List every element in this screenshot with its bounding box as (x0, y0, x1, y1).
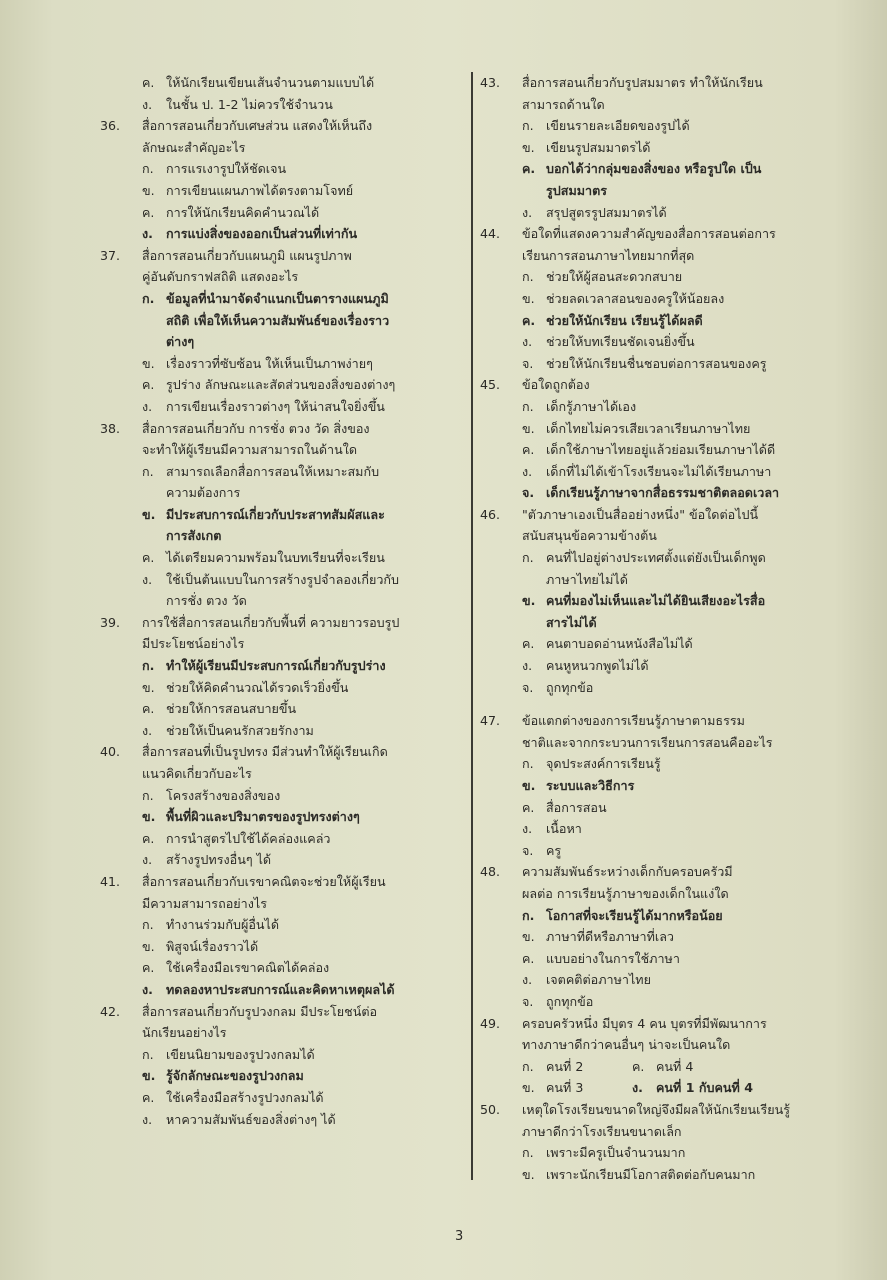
answer-option (100, 979, 460, 1001)
option-text: คนที่ 1 กับคนที่ 4 (656, 1080, 753, 1096)
answer-option (100, 1065, 460, 1087)
answer-option (100, 720, 460, 742)
answer-option (480, 439, 840, 461)
answer-option (632, 1059, 693, 1074)
option-marker: ง. (142, 852, 153, 868)
option-marker: ค. (632, 1058, 645, 1074)
option-text: เด็กเรียนรู้ภาษาจากสื่อธรรมชาติตลอดเวลา (546, 485, 780, 501)
option-marker: ก. (142, 463, 154, 479)
question-text: สื่อการสอนที่เป็นรูปทรง มีส่วนทำให้ผู้เรียนเกิด (142, 744, 388, 760)
option-marker: ค. (522, 799, 535, 815)
option-marker: ค. (142, 75, 155, 90)
answer-option (480, 396, 840, 418)
answer-option (632, 1080, 753, 1095)
option-text: ภาษาที่ดีหรือภาษาที่เลว (546, 929, 674, 945)
answer-option (480, 158, 840, 180)
question-number: 49. (480, 1015, 501, 1031)
question-text: สื่อการสอนเกี่ยวกับรูปสมมาตร ทำให้นักเรียน (522, 75, 763, 90)
option-marker: ข. (522, 1080, 535, 1096)
option-marker: ค. (142, 960, 155, 976)
option-marker: ง. (142, 571, 153, 587)
option-marker: ข. (142, 506, 156, 522)
answer-option (100, 1044, 460, 1066)
question-number: 46. (480, 506, 501, 522)
answer-option (100, 1087, 460, 1109)
option-text: รูปร่าง ลักษณะและสัดส่วนของสิ่งของต่างๆ (166, 377, 396, 393)
answer-option (480, 590, 840, 612)
option-text: สามารถเลือกสื่อการสอนให้เหมาะสมกับ (166, 463, 380, 479)
option-marker: ก. (142, 290, 155, 306)
option-marker: ข. (142, 938, 155, 954)
answer-option (480, 905, 840, 927)
option-text: บอกได้ว่ากลุ่มของสิ่งของ หรือรูปใด เป็น (546, 161, 762, 177)
question-text: ครอบครัวหนึ่ง มีบุตร 4 คน บุตรที่มีพัฒนาการ (522, 1015, 767, 1031)
option-text: คนที่ 3 (546, 1080, 584, 1096)
option-text: เรื่องราวที่ซับซ้อน ให้เห็นเป็นภาพง่ายๆ (166, 355, 373, 371)
option-text: การให้นักเรียนคิดคำนวณได้ (166, 204, 320, 220)
answer-option (100, 202, 460, 224)
spacer (480, 698, 840, 710)
option-marker: ค. (142, 830, 155, 846)
option-text: เจตคติต่อภาษาไทย (546, 972, 651, 988)
answer-option (480, 331, 840, 353)
question-text: สื่อการสอนเกี่ยวกับรูปวงกลม มีประโยชน์ต่อ (142, 1003, 378, 1019)
answer-option (480, 266, 840, 288)
question-number: 45. (480, 377, 501, 393)
option-marker: ค. (522, 442, 535, 458)
answer-option (480, 818, 840, 840)
option-marker: ง. (142, 981, 153, 997)
option-marker: ง. (142, 722, 153, 738)
option-marker: ข. (522, 290, 535, 306)
question-line (480, 861, 840, 883)
option-text: การแรเงารูปให้ชัดเจน (166, 161, 287, 177)
option-marker: ง. (522, 972, 533, 988)
option-text: การนำสูตรไปใช้ได้คล่องแคล่ว (166, 830, 331, 846)
option-text: มีประสบการณ์เกี่ยวกับประสาทสัมผัสและ (166, 506, 385, 522)
option-marker: ข. (142, 1068, 156, 1084)
option-marker: ข. (142, 182, 155, 198)
option-text: เพราะนักเรียนมีโอกาสติดต่อกับคนมาก (546, 1166, 756, 1182)
question-text: สื่อการสอนเกี่ยวกับ การชั่ง ตวง วัด สิ่งของ (142, 420, 370, 436)
option-text-continued: รูปสมมาตร (546, 182, 608, 198)
option-text: สร้างรูปทรงอื่นๆ ได้ (166, 852, 272, 868)
option-text: พื้นที่ผิวและปริมาตรของรูปทรงต่างๆ (166, 809, 360, 825)
answer-option (480, 1164, 840, 1186)
option-marker: ค. (142, 1089, 155, 1105)
option-text: เพราะมีครูเป็นจำนวนมาก (546, 1145, 686, 1161)
answer-option (480, 655, 840, 677)
answer-option (100, 94, 460, 116)
option-marker: ง. (522, 658, 533, 674)
option-marker: ค. (142, 204, 155, 220)
answer-option (100, 547, 460, 569)
answer-option (100, 569, 460, 591)
option-text: ให้นักเรียนเขียนเส้นจำนวนตามแบบได้ (166, 75, 375, 90)
question-line (480, 72, 840, 94)
option-marker: ง. (142, 226, 153, 242)
question-line (100, 115, 460, 137)
option-text: โครงสร้างของสิ่งของ (166, 787, 281, 803)
question-number: 39. (100, 614, 121, 630)
column-divider (471, 72, 473, 1180)
option-text: เขียนรายละเอียดของรูปได้ (546, 118, 690, 134)
option-marker: ง. (522, 821, 533, 837)
option-text: เด็กรู้ภาษาได้เอง (546, 398, 637, 414)
question-text-continued: เรียนการสอนภาษาไทยมากที่สุด (522, 247, 695, 263)
question-text: สื่อการสอนเกี่ยวกับแผนภูมิ แผนรูปภาพ (142, 247, 352, 263)
answer-option (100, 806, 460, 828)
option-marker: ง. (632, 1080, 643, 1096)
option-text: ใช้เครื่องมือเรขาคณิตได้คล่อง (166, 960, 330, 976)
option-marker: ง. (522, 463, 533, 479)
answer-option (100, 849, 460, 871)
answer-option (480, 288, 840, 310)
question-line (100, 245, 460, 267)
option-text: คนที่ 4 (656, 1058, 694, 1074)
question-text-continued: ผลต่อ การเรียนรู้ภาษาของเด็กในแง่ใด (522, 885, 729, 901)
option-marker: ก. (142, 658, 155, 674)
option-text: การเขียนแผนภาพได้ตรงตามโจทย์ (166, 182, 354, 198)
option-text: ถูกทุกข้อ (546, 993, 594, 1009)
answer-option (480, 797, 840, 819)
question-text: ข้อใดที่แสดงความสำคัญของสื่อการสอนต่อการ (522, 226, 776, 242)
question-text-continued: ภาษาดีกว่าโรงเรียนขนาดเล็ก (522, 1123, 682, 1139)
option-text: สื่อการสอน (546, 799, 607, 815)
option-text: ช่วยให้บทเรียนชัดเจนยิ่งขึ้น (546, 334, 695, 350)
answer-option (100, 677, 460, 699)
option-marker: ง. (522, 204, 533, 220)
answer-option (100, 785, 460, 807)
question-text: การใช้สื่อการสอนเกี่ยวกับพื้นที่ ความยาวรอบรูป (142, 614, 400, 630)
question-text-continued: คู่อันดับกราฟสถิติ แสดงอะไร (142, 269, 299, 285)
answer-option (480, 310, 840, 332)
question-number: 41. (100, 873, 121, 889)
option-marker: ค. (522, 636, 535, 652)
option-text: เด็กที่ไม่ได้เข้าโรงเรียนจะไม่ได้เรียนภาษา (546, 463, 772, 479)
option-marker: ก. (522, 550, 534, 566)
answer-option (100, 396, 460, 418)
answer-option (480, 991, 840, 1013)
answer-option (100, 655, 460, 677)
answer-option (100, 504, 460, 526)
option-marker: ก. (142, 1046, 154, 1062)
answer-option (100, 353, 460, 375)
answer-option (100, 957, 460, 979)
option-text-continued: การสังเกต (166, 528, 222, 544)
option-text: ช่วยให้เป็นคนรักสวยรักงาม (166, 722, 314, 738)
question-number: 48. (480, 864, 501, 880)
question-line (480, 504, 840, 526)
question-line (100, 741, 460, 763)
answer-option (100, 461, 460, 483)
option-marker: ก. (522, 907, 535, 923)
option-text-continued: สารไม่ได้ (546, 614, 597, 630)
question-number: 40. (100, 744, 121, 760)
question-text-continued: ทางภาษาดีกว่าคนอื่นๆ น่าจะเป็นคนใด (522, 1037, 731, 1053)
option-marker: ค. (142, 701, 155, 717)
question-line (100, 871, 460, 893)
option-marker: ก. (522, 1058, 534, 1074)
answer-option (480, 677, 840, 699)
option-marker: ข. (522, 778, 536, 793)
question-line (100, 612, 460, 634)
option-text: ระบบและวิธีการ (546, 778, 635, 793)
option-marker: ง. (142, 398, 153, 414)
option-marker: ง. (522, 334, 533, 350)
question-number: 42. (100, 1003, 121, 1019)
option-marker: ก. (142, 161, 154, 177)
option-text: คนที่มองไม่เห็นและไม่ได้ยินเสียงอะไรสื่อ (546, 593, 766, 609)
question-text-continued: นักเรียนอย่างไร (142, 1025, 227, 1041)
option-text: ได้เตรียมความพร้อมในบทเรียนที่จะเรียน (166, 550, 385, 566)
option-marker: ก. (522, 756, 534, 772)
question-number: 38. (100, 420, 121, 436)
option-marker: ข. (142, 679, 155, 695)
option-text: คนหูหนวกพูดไม่ได้ (546, 658, 649, 674)
answer-option-pair (480, 1056, 840, 1078)
question-number: 50. (480, 1101, 501, 1117)
question-number: 37. (100, 247, 121, 263)
question-text-continued: สามารถด้านใด (522, 96, 605, 112)
question-line (480, 710, 840, 732)
answer-option (480, 137, 840, 159)
left-column (100, 72, 460, 1130)
answer-option (100, 374, 460, 396)
answer-option (100, 936, 460, 958)
question-text-continued: มีความสามารถอย่างไร (142, 895, 267, 911)
option-marker: ค. (142, 377, 155, 393)
question-text-continued: ชาติและจากกระบวนการเรียนการสอนคืออะไร (522, 734, 773, 750)
option-marker: จ. (522, 355, 534, 371)
option-text: การเขียนเรื่องราวต่างๆ ให้น่าสนใจยิ่งขึ้น (166, 398, 385, 414)
answer-option (480, 353, 840, 375)
option-text: ถูกทุกข้อ (546, 679, 594, 695)
answer-option (480, 547, 840, 569)
answer-option (100, 158, 460, 180)
question-text-continued: มีประโยชน์อย่างไร (142, 636, 245, 652)
answer-option (480, 948, 840, 970)
answer-option (100, 914, 460, 936)
option-text: สรุปสูตรรูปสมมาตรได้ (546, 204, 667, 220)
option-text: จุดประสงค์การเรียนรู้ (546, 756, 661, 772)
option-text-continued: การชั่ง ตวง วัด (166, 593, 247, 609)
question-line (480, 374, 840, 396)
answer-option (100, 698, 460, 720)
question-number: 36. (100, 118, 121, 134)
question-text: "ตัวภาษาเองเป็นสื่ออย่างหนึ่ง" ข้อใดต่อไปนี้ (522, 506, 759, 522)
answer-option (480, 775, 840, 797)
answer-option (480, 202, 840, 224)
option-marker: ข. (522, 1166, 535, 1182)
option-marker: ง. (142, 1111, 153, 1127)
option-text: ช่วยลดเวลาสอนของครูให้น้อยลง (546, 290, 725, 306)
answer-option (480, 482, 840, 504)
option-text: ครู (546, 842, 562, 858)
option-marker: ข. (522, 929, 535, 945)
option-text: ทำงานร่วมกับผู้อื่นได้ (166, 917, 280, 933)
question-line (480, 1013, 840, 1035)
question-text-continued: จะทำให้ผู้เรียนมีความสามารถในด้านใด (142, 442, 358, 458)
option-text: เด็กไทยไม่ควรเสียเวลาเรียนภาษาไทย (546, 420, 751, 436)
option-text: เนื้อหา (546, 821, 582, 837)
question-text: ข้อแตกต่างของการเรียนรู้ภาษาตามธรรม (522, 713, 745, 729)
answer-option (480, 633, 840, 655)
option-marker: จ. (522, 485, 535, 501)
option-marker: จ. (522, 842, 534, 858)
answer-option (480, 418, 840, 440)
answer-option (522, 1056, 632, 1078)
option-marker: ค. (522, 312, 536, 328)
question-text: ข้อใดถูกต้อง (522, 377, 590, 393)
answer-option (100, 180, 460, 202)
option-text: ข้อมูลที่นำมาจัดจำแนกเป็นตารางแผนภูมิ (166, 290, 389, 306)
option-text: แบบอย่างในการใช้ภาษา (546, 950, 680, 966)
question-line (100, 418, 460, 440)
option-text: โอกาสที่จะเรียนรู้ได้มากหรือน้อย (546, 907, 723, 923)
option-marker: ข. (142, 809, 156, 825)
option-text: เขียนรูปสมมาตรได้ (546, 139, 651, 155)
option-marker: ค. (522, 950, 535, 966)
option-text: ช่วยให้คิดคำนวณได้รวดเร็วยิ่งขึ้น (166, 679, 349, 695)
option-text: รู้จักลักษณะของรูปวงกลม (166, 1068, 304, 1084)
answer-option (522, 1077, 632, 1099)
option-marker: ก. (522, 269, 534, 285)
option-marker: ก. (142, 787, 154, 803)
question-line (480, 223, 840, 245)
option-text: เด็กใช้ภาษาไทยอยู่แล้วย่อมเรียนภาษาได้ดี (546, 442, 776, 458)
question-text: ความสัมพันธ์ระหว่างเด็กกับครอบครัวมี (522, 864, 733, 880)
question-line (100, 1001, 460, 1023)
page-number: 3 (455, 1229, 464, 1244)
option-text: คนที่ไปอยู่ต่างประเทศตั้งแต่ยังเป็นเด็กพูด (546, 550, 766, 566)
question-line (480, 1099, 840, 1121)
question-text: เหตุใดโรงเรียนขนาดใหญ่จึงมีผลให้นักเรียนเรียนรู้ (522, 1101, 790, 1117)
option-text-continued: ความต้องการ (166, 485, 241, 501)
option-text: ใช้เป็นต้นแบบในการสร้างรูปจำลองเกี่ยวกับ (166, 571, 400, 587)
option-text: พิสูจน์เรื่องราวได้ (166, 938, 259, 954)
option-marker: จ. (522, 679, 534, 695)
option-marker: ก. (522, 118, 534, 134)
answer-option (100, 1109, 460, 1131)
option-marker: ก. (142, 917, 154, 933)
option-marker: ข. (522, 593, 536, 609)
answer-option (480, 461, 840, 483)
option-marker: ข. (522, 139, 535, 155)
question-text-continued: สนับสนุนข้อความข้างต้น (522, 528, 657, 544)
option-marker: ค. (522, 161, 536, 177)
option-text: ช่วยให้ผู้สอนสะดวกสบาย (546, 269, 683, 285)
option-marker: จ. (522, 993, 534, 1009)
option-text: คนตาบอดอ่านหนังสือไม่ได้ (546, 636, 693, 652)
option-marker: ข. (522, 420, 535, 436)
answer-option (100, 72, 460, 94)
answer-option (480, 115, 840, 137)
option-marker: ก. (522, 1145, 534, 1161)
option-text: เขียนนิยามของรูปวงกลมได้ (166, 1046, 315, 1062)
answer-option (100, 828, 460, 850)
answer-option (100, 288, 460, 310)
option-text: หาความสัมพันธ์ของสิ่งต่างๆ ได้ (166, 1111, 336, 1127)
option-marker: ง. (142, 96, 153, 112)
option-text: ใช้เครื่องมือสร้างรูปวงกลมได้ (166, 1089, 324, 1105)
option-text: ในชั้น ป. 1-2 ไม่ควรใช้จำนวน (166, 96, 333, 112)
option-text-continued: สถิติ เพื่อให้เห็นความสัมพันธ์ของเรื่องราว (166, 312, 390, 328)
option-text: คนที่ 2 (546, 1058, 584, 1074)
answer-option (480, 926, 840, 948)
option-text: การแบ่งสิ่งของออกเป็นส่วนที่เท่ากัน (166, 226, 358, 242)
answer-option (480, 969, 840, 991)
option-marker: ค. (142, 550, 155, 566)
question-number: 43. (480, 75, 501, 90)
answer-option (480, 753, 840, 775)
question-number: 44. (480, 226, 501, 242)
option-text-continued: ต่างๆ (166, 334, 195, 350)
question-text-continued: แนวคิดเกี่ยวกับอะไร (142, 766, 252, 781)
right-column (480, 72, 840, 1185)
question-text: สื่อการสอนเกี่ยวกับเศษส่วน แสดงให้เห็นถึง (142, 118, 373, 134)
option-text-continued: ภาษาไทยไม่ได้ (546, 571, 628, 587)
option-text: ทดลองหาประสบการณ์และคิดหาเหตุผลได้ (166, 981, 395, 997)
option-marker: ก. (522, 398, 534, 414)
option-text: ทำให้ผู้เรียนมีประสบการณ์เกี่ยวกับรูปร่าง (166, 658, 386, 674)
question-text: สื่อการสอนเกี่ยวกับเรขาคณิตจะช่วยให้ผู้เรียน (142, 873, 386, 889)
option-text: ช่วยให้การสอนสบายขึ้น (166, 701, 297, 717)
option-marker: ข. (142, 355, 155, 371)
option-text: ช่วยให้นักเรียน เรียนรู้ได้ผลดี (546, 312, 703, 328)
answer-option (480, 1142, 840, 1164)
answer-option-pair (480, 1077, 840, 1099)
option-text: ช่วยให้นักเรียนชื่นชอบต่อการสอนของครู (546, 355, 767, 371)
answer-option (100, 223, 460, 245)
answer-option (480, 840, 840, 862)
question-text-continued: ลักษณะสำคัญอะไร (142, 139, 246, 155)
question-number: 47. (480, 713, 501, 729)
